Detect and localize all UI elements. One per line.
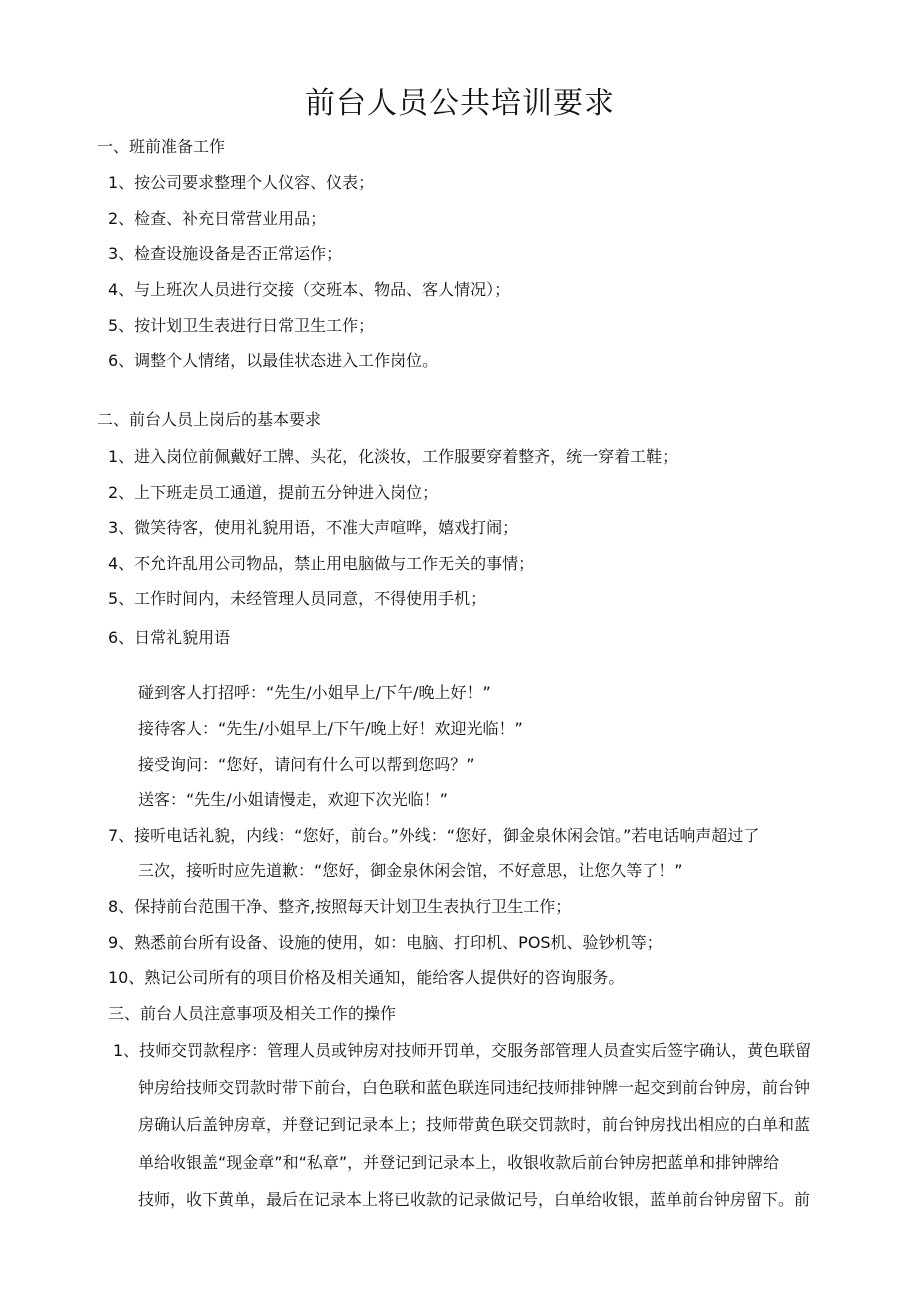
courtesy-phrase: 接受询问：“您好，请问有什么可以帮到您吗？” <box>138 755 475 774</box>
list-item: 10、熟记公司所有的项目价格及相关通知，能给客人提供好的咨询服务。 <box>108 968 625 987</box>
courtesy-phrase: 碰到客人打招呼：“先生/小姐早上/下午/晚上好！” <box>138 683 491 702</box>
list-item-continuation: 钟房给技师交罚款时带下前台，白色联和蓝色联连同违纪技师排钟牌一起交到前台钟房，前台钟 <box>138 1078 811 1097</box>
list-item: 4、与上班次人员进行交接（交班本、物品、客人情况）； <box>108 280 511 299</box>
list-item: 1、技师交罚款程序：管理人员或钟房对技师开罚单，交服务部管理人员查实后签字确认，黄色联留 <box>113 1041 812 1060</box>
list-item: 6、调整个人情绪，以最佳状态进入工作岗位。 <box>108 351 439 370</box>
list-item: 5、按计划卫生表进行日常卫生工作； <box>108 316 375 335</box>
section-heading-3: 三、前台人员注意事项及相关工作的操作 <box>108 1004 397 1023</box>
list-item: 3、微笑待客，使用礼貌用语，不准大声喧哗，嬉戏打闹； <box>108 518 519 537</box>
list-item: 2、上下班走员工通道，提前五分钟进入岗位； <box>108 483 439 502</box>
document-title: 前台人员公共培训要求 <box>305 86 615 121</box>
courtesy-phrase: 接待客人：“先生/小姐早上/下午/晚上好！欢迎光临！” <box>138 719 523 738</box>
list-item: 5、工作时间内，未经管理人员同意，不得使用手机； <box>108 589 487 608</box>
list-item-continuation: 单给收银盖“现金章”和“私章”，并登记到记录本上，收银收款后前台钟房把蓝单和排钟牌给 <box>138 1153 780 1172</box>
courtesy-phrase: 送客：“先生/小姐请慢走，欢迎下次光临！” <box>138 790 448 809</box>
list-item-continuation: 三次，接听时应先道歉：“您好，御金泉休闲会馆，不好意思，让您久等了！” <box>138 861 683 880</box>
section-heading-1: 一、班前准备工作 <box>97 137 226 156</box>
list-item: 9、熟悉前台所有设备、设施的使用，如：电脑、打印机、POS机、验钞机等； <box>108 933 663 952</box>
list-item: 1、按公司要求整理个人仪容、仪表； <box>108 173 375 192</box>
list-item-continuation: 房确认后盖钟房章，并登记到记录本上；技师带黄色联交罚款时，前台钟房找出相应的白单和蓝 <box>138 1115 811 1134</box>
section-heading-2: 二、前台人员上岗后的基本要求 <box>97 410 322 429</box>
list-item-continuation: 技师，收下黄单，最后在记录本上将已收款的记录做记号，白单给收银，蓝单前台钟房留下。前 <box>138 1190 811 1209</box>
list-item: 7、接听电话礼貌，内线：“您好，前台。”外线：“您好，御金泉休闲会馆。”若电话响声超过了 <box>108 826 760 845</box>
list-item: 8、保持前台范围干净、整齐,按照每天计划卫生表执行卫生工作； <box>108 897 572 916</box>
list-item: 1、进入岗位前佩戴好工牌、头花，化淡妆，工作服要穿着整齐，统一穿着工鞋； <box>108 447 679 466</box>
list-item: 3、检查设施设备是否正常运作； <box>108 244 343 263</box>
list-item: 2、检查、补充日常营业用品； <box>108 209 327 228</box>
list-item: 4、不允许乱用公司物品，禁止用电脑做与工作无关的事情； <box>108 554 535 573</box>
list-item: 6、日常礼貌用语 <box>108 628 231 647</box>
